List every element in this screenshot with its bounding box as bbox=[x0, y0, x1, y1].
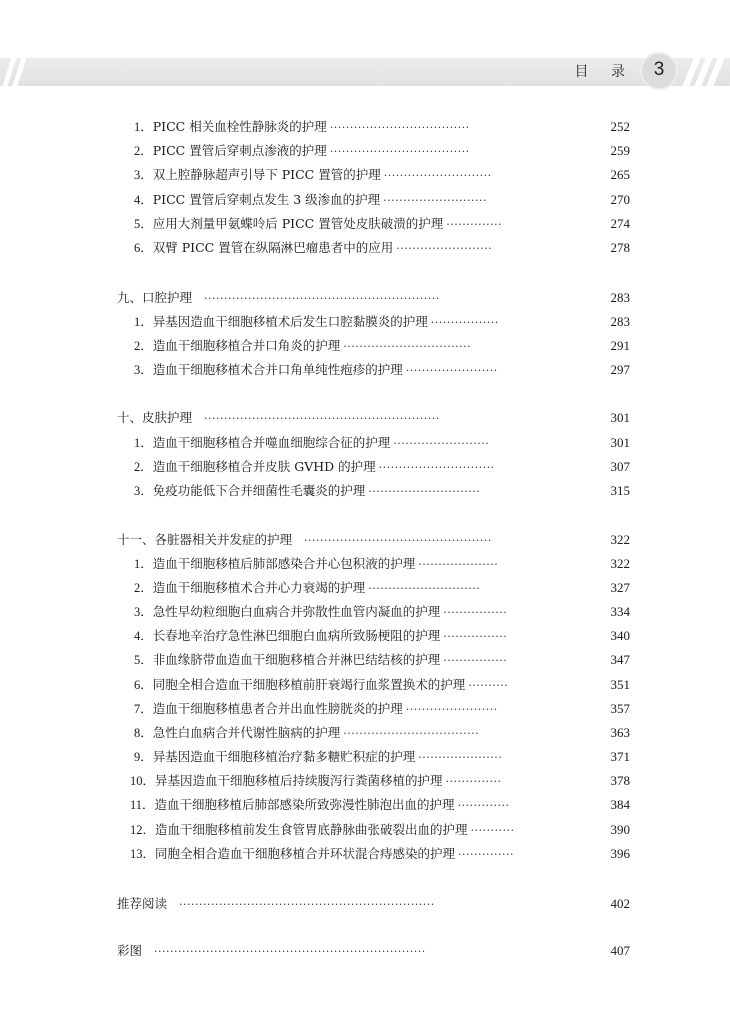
entry-number: 12． bbox=[130, 823, 156, 837]
entry-title: 急性白血病合并代谢性脑病的护理 bbox=[152, 725, 341, 740]
dot-leader: ····················· bbox=[418, 751, 503, 764]
entry-title: 免疫功能低下合并细菌性毛囊炎的护理 bbox=[152, 483, 366, 498]
section-title: 十、皮肤护理 bbox=[117, 411, 193, 425]
entry-title: 异基因造血干细胞移植术后发生口腔黏膜炎的护理 bbox=[152, 314, 428, 329]
dot-leader: ····························· bbox=[378, 461, 495, 474]
entry-number: 3． bbox=[134, 363, 153, 377]
entry-page: 327 bbox=[610, 580, 630, 595]
dot-leader: ················ bbox=[443, 630, 508, 643]
dot-leader: ·············· bbox=[446, 218, 503, 231]
toc-entry[interactable] bbox=[134, 722, 630, 742]
dot-leader: ······················· bbox=[405, 703, 498, 716]
entry-number: 9． bbox=[134, 750, 153, 764]
entry-number: 3． bbox=[134, 484, 153, 498]
dot-leader: ················ bbox=[443, 654, 508, 667]
dot-leader: ·································· bbox=[343, 727, 480, 740]
section-page: 322 bbox=[610, 532, 630, 547]
entry-page: 371 bbox=[610, 749, 630, 764]
entry-page: 378 bbox=[610, 773, 630, 788]
appendix-page: 402 bbox=[610, 896, 630, 911]
toc-appendix-entry[interactable] bbox=[117, 893, 630, 913]
appendix-page: 407 bbox=[610, 943, 630, 958]
toc-entry[interactable] bbox=[134, 237, 630, 257]
entry-page: 357 bbox=[610, 701, 630, 716]
toc-entry[interactable] bbox=[134, 164, 630, 184]
toc-entry[interactable] bbox=[130, 794, 630, 814]
entry-page: 259 bbox=[610, 143, 630, 158]
dot-leader: ································································ bbox=[179, 898, 435, 911]
entry-page: 297 bbox=[610, 362, 630, 377]
toc-entry[interactable] bbox=[130, 843, 630, 863]
toc-section-heading[interactable] bbox=[117, 407, 630, 427]
toc-entry[interactable] bbox=[134, 456, 630, 476]
dot-leader: ················ bbox=[443, 606, 508, 619]
header-title: 目 录 bbox=[574, 64, 634, 80]
toc-entry[interactable] bbox=[134, 311, 630, 331]
entry-number: 10． bbox=[130, 774, 156, 788]
entry-title: 应用大剂量甲氨蝶呤后 PICC 置管处皮肤破溃的护理 bbox=[152, 216, 444, 231]
entry-number: 5． bbox=[134, 653, 153, 667]
toc-entry[interactable] bbox=[130, 819, 630, 839]
toc-entry[interactable] bbox=[134, 553, 630, 573]
dot-leader: ··············································· bbox=[304, 534, 492, 547]
dot-leader: ··························································· bbox=[204, 292, 440, 305]
entry-title: 异基因造血干细胞移植治疗黏多糖贮积症的护理 bbox=[152, 749, 416, 764]
appendix-title: 彩图 bbox=[117, 944, 143, 958]
entry-number: 4． bbox=[134, 193, 153, 207]
dot-leader: ··································· bbox=[329, 121, 470, 134]
entry-number: 4． bbox=[134, 629, 153, 643]
entry-title: 造血干细胞移植合并皮肤 GVHD 的护理 bbox=[152, 459, 376, 474]
entry-page: 301 bbox=[610, 435, 630, 450]
toc-entry[interactable] bbox=[130, 770, 630, 790]
entry-number: 8． bbox=[134, 726, 153, 740]
entry-page: 278 bbox=[610, 240, 630, 255]
entry-number: 2． bbox=[134, 581, 153, 595]
entry-page: 390 bbox=[610, 822, 630, 837]
toc-entry[interactable] bbox=[134, 189, 630, 209]
appendix-title: 推荐阅读 bbox=[117, 897, 168, 911]
dot-leader: ························ bbox=[396, 242, 493, 255]
entry-page: 307 bbox=[610, 459, 630, 474]
toc-entry[interactable] bbox=[134, 625, 630, 645]
page-number-badge bbox=[640, 52, 678, 90]
dot-leader: ················· bbox=[430, 316, 499, 329]
running-header bbox=[0, 58, 730, 86]
toc-section-heading[interactable] bbox=[117, 287, 630, 307]
entry-number: 6． bbox=[134, 678, 153, 692]
entry-page: 252 bbox=[610, 119, 630, 134]
toc-entry[interactable] bbox=[134, 649, 630, 669]
entry-page: 340 bbox=[610, 628, 630, 643]
toc-section-heading[interactable] bbox=[117, 529, 630, 549]
entry-title: 长春地辛治疗急性淋巴细胞白血病所致肠梗阻的护理 bbox=[152, 628, 441, 643]
dot-leader: ···················· bbox=[418, 558, 499, 571]
entry-title: 造血干细胞移植术合并心力衰竭的护理 bbox=[152, 580, 366, 595]
entry-page: 322 bbox=[610, 556, 630, 571]
entry-title: 同胞全相合造血干细胞移植合并环状混合痔感染的护理 bbox=[155, 846, 456, 861]
dot-leader: ···································································· bbox=[154, 945, 426, 958]
entry-title: 双臂 PICC 置管在纵隔淋巴瘤患者中的应用 bbox=[152, 240, 394, 255]
entry-number: 1． bbox=[134, 315, 153, 329]
dot-leader: ·········· bbox=[468, 679, 509, 692]
toc-entry[interactable] bbox=[134, 577, 630, 597]
entry-page: 274 bbox=[610, 216, 630, 231]
entry-title: PICC 置管后穿刺点发生 3 级渗血的护理 bbox=[152, 192, 381, 207]
entry-page: 265 bbox=[610, 167, 630, 182]
entry-title: PICC 相关血栓性静脉炎的护理 bbox=[152, 119, 327, 134]
dot-leader: ··································· bbox=[329, 145, 470, 158]
entry-number: 13． bbox=[130, 847, 156, 861]
entry-number: 2． bbox=[134, 460, 153, 474]
entry-page: 334 bbox=[610, 604, 630, 619]
toc-entry[interactable] bbox=[134, 359, 630, 379]
entry-title: 同胞全相合造血干细胞移植前肝衰竭行血浆置换术的护理 bbox=[152, 677, 466, 692]
entry-number: 6． bbox=[134, 241, 153, 255]
entry-number: 1． bbox=[134, 557, 153, 571]
entry-page: 347 bbox=[610, 652, 630, 667]
entry-title: 造血干细胞移植患者合并出血性膀胱炎的护理 bbox=[152, 701, 403, 716]
entry-number: 2． bbox=[134, 339, 153, 353]
entry-number: 5． bbox=[134, 217, 153, 231]
toc-entry[interactable] bbox=[134, 674, 630, 694]
entry-number: 3． bbox=[134, 605, 153, 619]
section-page: 301 bbox=[610, 410, 630, 425]
entry-page: 384 bbox=[610, 797, 630, 812]
entry-title: 造血干细胞移植后肺部感染合并心包积液的护理 bbox=[152, 556, 416, 571]
entry-number: 7． bbox=[134, 702, 153, 716]
entry-page: 270 bbox=[610, 192, 630, 207]
dot-leader: ···························· bbox=[368, 485, 481, 498]
entry-title: 造血干细胞移植合并口角炎的护理 bbox=[152, 338, 341, 353]
dot-leader: ···························· bbox=[368, 582, 481, 595]
entry-title: 造血干细胞移植合并噬血细胞综合征的护理 bbox=[152, 435, 391, 450]
dot-leader: ············· bbox=[457, 799, 510, 812]
entry-title: 急性早幼粒细胞白血病合并弥散性血管内凝血的护理 bbox=[152, 604, 441, 619]
toc-entry[interactable] bbox=[134, 601, 630, 621]
page-number: 3 bbox=[653, 59, 665, 80]
toc-entry[interactable] bbox=[134, 140, 630, 160]
toc-entry[interactable] bbox=[134, 116, 630, 136]
dot-leader: ·························· bbox=[383, 194, 488, 207]
dot-leader: ························ bbox=[393, 437, 490, 450]
entry-title: 异基因造血干细胞移植后持续腹泻行粪菌移植的护理 bbox=[155, 773, 443, 788]
dot-leader: ·············· bbox=[445, 775, 502, 788]
entry-number: 11． bbox=[130, 798, 155, 812]
section-title: 九、口腔护理 bbox=[117, 291, 193, 305]
toc-entry[interactable] bbox=[134, 213, 630, 233]
entry-title: 造血干细胞移植术合并口角单纯性疱疹的护理 bbox=[152, 362, 403, 377]
toc-entry[interactable] bbox=[134, 746, 630, 766]
toc-entry[interactable] bbox=[134, 698, 630, 718]
entry-page: 363 bbox=[610, 725, 630, 740]
entry-title: 造血干细胞移植前发生食管胃底静脉曲张破裂出血的护理 bbox=[155, 822, 468, 837]
entry-number: 2． bbox=[134, 144, 153, 158]
entry-page: 351 bbox=[610, 677, 630, 692]
toc-appendix-entry[interactable] bbox=[117, 940, 630, 960]
section-title: 十一、各脏器相关并发症的护理 bbox=[117, 533, 293, 547]
entry-number: 1． bbox=[134, 436, 153, 450]
entry-number: 1． bbox=[134, 120, 153, 134]
entry-page: 315 bbox=[610, 483, 630, 498]
entry-page: 396 bbox=[610, 846, 630, 861]
entry-page: 283 bbox=[610, 314, 630, 329]
dot-leader: ··························································· bbox=[204, 412, 440, 425]
section-page: 283 bbox=[610, 290, 630, 305]
toc-entry[interactable] bbox=[134, 335, 630, 355]
dot-leader: ··········· bbox=[470, 824, 515, 837]
toc-entry[interactable] bbox=[134, 432, 630, 452]
entry-title: 双上腔静脉超声引导下 PICC 置管的护理 bbox=[152, 167, 381, 182]
dot-leader: ································ bbox=[343, 340, 472, 353]
entry-title: 非血缘脐带血造血干细胞移植合并淋巴结结核的护理 bbox=[152, 652, 441, 667]
entry-title: 造血干细胞移植后肺部感染所致弥漫性肺泡出血的护理 bbox=[154, 797, 455, 812]
dot-leader: ······················· bbox=[405, 364, 498, 377]
entry-number: 3． bbox=[134, 168, 153, 182]
entry-title: PICC 置管后穿刺点渗液的护理 bbox=[152, 143, 327, 158]
dot-leader: ·············· bbox=[458, 848, 514, 861]
toc-entry[interactable] bbox=[134, 480, 630, 500]
dot-leader: ··························· bbox=[383, 169, 492, 182]
entry-page: 291 bbox=[610, 338, 630, 353]
